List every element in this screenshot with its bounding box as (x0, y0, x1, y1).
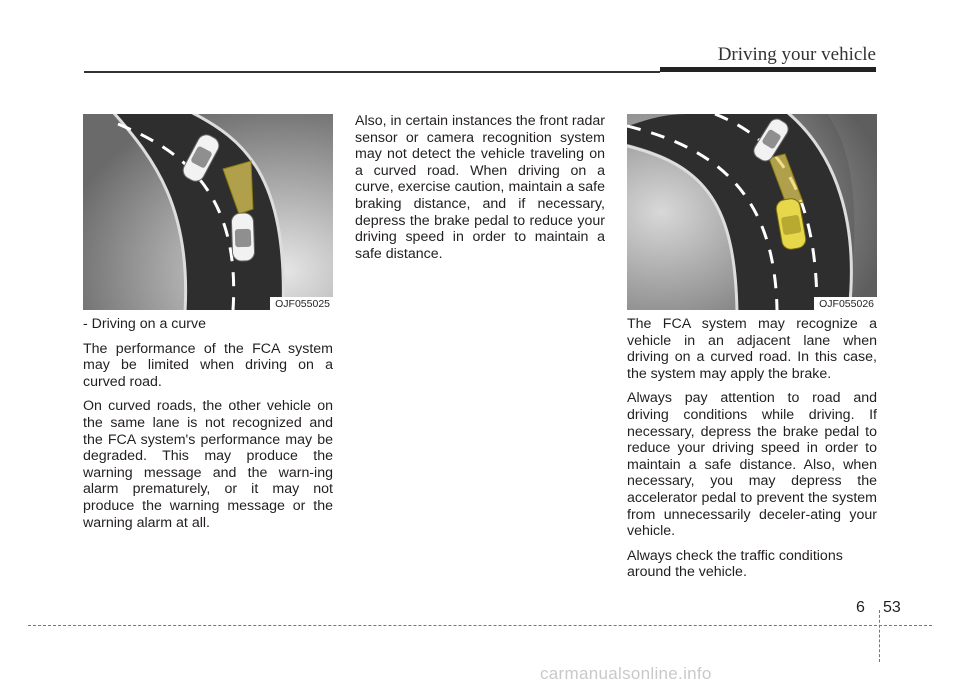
paragraph: Always check the traffic conditions around the vehicle. (627, 547, 843, 581)
paragraph: The performance of the FCA system may be limited when driving on a curved road. (83, 340, 333, 390)
footer-divider (879, 610, 880, 662)
header-rule (84, 71, 660, 73)
footer-rule (28, 625, 932, 626)
figure-curve-adjacent-lane (627, 114, 877, 310)
page-number: 53 (883, 599, 901, 616)
chapter-number: 6 (856, 599, 865, 616)
figure-curve-adjacent-lane-illustration (627, 114, 877, 310)
figure-code: OJF055026 (814, 297, 877, 310)
figure-code: OJF055025 (270, 297, 333, 310)
paragraph: On curved roads, the other vehicle on the same lane is not recognized and the FCA system's performance may be degraded. This may produce the warning message and the warn-ing alarm prematurely, or it may not produce the warning message or the warning alarm at all. (83, 398, 333, 531)
figure-curve-same-lane-illustration (83, 114, 333, 310)
header-title: Driving your vehicle (717, 44, 876, 65)
text-column-3 (627, 316, 877, 589)
paragraph: Always pay attention to road and driving conditions while driving. If necessary, depress the brake pedal to reduce your driving speed in order to maintain a safe distance. Also, when necessary, you may depress the accelerator pedal to prevent the system from unnecessarily deceler-ating your vehicle. (627, 390, 877, 540)
text-column-1 (83, 316, 333, 539)
paragraph: The FCA system may recognize a vehicle in an adjacent lane when driving on a curved road. In this case, the system may apply the brake. (627, 316, 877, 382)
header-rule-accent (660, 67, 876, 72)
subheading: - Driving on a curve (83, 316, 207, 332)
watermark: carmanualsonline.info (540, 664, 712, 683)
figure-curve-same-lane (83, 114, 333, 310)
paragraph: Also, in certain instances the front radar sensor or camera recognition system may not detect the vehicle traveling on a curved road. When driving on a curve, exercise caution, maintain a safe braking distance, and if necessary, depress the brake pedal to reduce your driving speed in order to maintain a safe distance. (355, 113, 605, 262)
text-column-2 (355, 113, 605, 270)
